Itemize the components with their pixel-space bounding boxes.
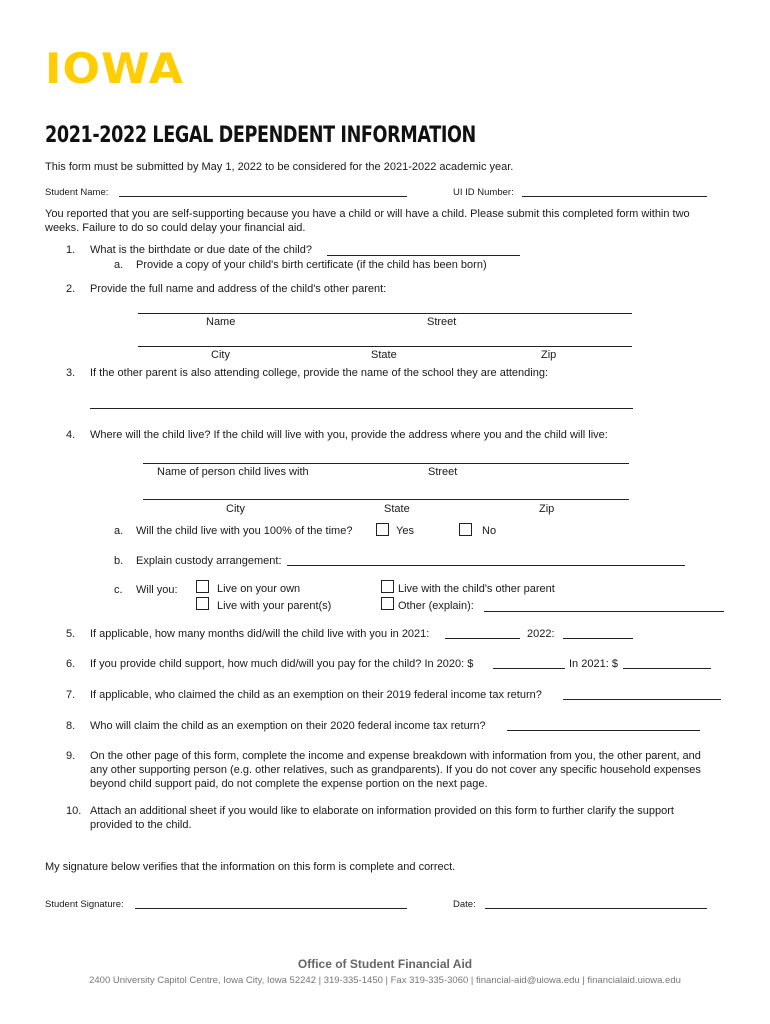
q4-zip-label: Zip [539, 503, 555, 515]
q2-number: 2. [66, 283, 76, 295]
q5-text: If applicable, how many months did/will the child live with you in 2021: [90, 628, 430, 640]
q7-text: If applicable, who claimed the child as an exemption on their 2019 federal income tax return? [90, 689, 542, 701]
q4c-number: c. [114, 584, 123, 596]
q6-2021-label: In 2021: $ [569, 658, 618, 670]
q10-line-1: Attach an additional sheet if you would like to elaborate on information provided on this form to further clarify the support [90, 805, 674, 817]
live-other-parent-checkbox[interactable] [381, 580, 394, 593]
q4-street-label: Street [428, 466, 458, 478]
q9-line-2: any other supporting person (e.g. other relatives, such as grandparents). If you do not cover any specific household expenses [90, 764, 701, 776]
q1-number: 1. [66, 244, 76, 256]
q4-number: 4. [66, 429, 76, 441]
q4a-text: Will the child live with you 100% of the time? [136, 525, 353, 537]
q1-text: What is the birthdate or due date of the child? [90, 244, 312, 256]
ui-id-label: UI ID Number: [453, 187, 514, 198]
exemption-2020-field[interactable] [507, 730, 700, 731]
q5-number: 5. [66, 628, 76, 640]
q2-city-label: City [211, 349, 230, 361]
custody-arrangement-field[interactable] [287, 565, 685, 566]
q4-name-street-field[interactable] [143, 463, 629, 464]
q4-state-label: State [384, 503, 410, 515]
no-label: No [482, 525, 497, 537]
footer-address: 2400 University Capitol Centre, Iowa City, Iowa 52242 | 319-335-1450 | Fax 319-335-3060 | financial-aid@uiowa.edu | financialaid.uiowa.edu [89, 975, 681, 986]
live-parents-checkbox[interactable] [196, 597, 209, 610]
q2-street-label: Street [427, 316, 457, 328]
q3-number: 3. [66, 367, 76, 379]
q2-name-street-field[interactable] [138, 313, 632, 314]
q4-city-label: City [226, 503, 245, 515]
q10-line-2: provided to the child. [90, 819, 192, 831]
q2-state-label: State [371, 349, 397, 361]
q1a-text: Provide a copy of your child's birth certificate (if the child has been born) [136, 259, 487, 271]
q2-zip-label: Zip [541, 349, 557, 361]
q2-text: Provide the full name and address of the child's other parent: [90, 283, 387, 295]
footer-office: Office of Student Financial Aid [297, 957, 473, 971]
q1a-number: a. [114, 259, 124, 271]
signature-field[interactable] [135, 908, 407, 909]
q4-city-state-zip-field[interactable] [143, 499, 629, 500]
q10-number: 10. [66, 805, 82, 817]
q4c-text: Will you: [136, 584, 178, 596]
q2-city-state-zip-field[interactable] [138, 346, 632, 347]
q8-text: Who will claim the child as an exemption on their 2020 federal income tax return? [90, 720, 486, 732]
q3-school-field[interactable] [90, 408, 633, 409]
months-2021-field[interactable] [445, 638, 520, 639]
other-explain-field[interactable] [484, 611, 724, 612]
other-label: Other (explain): [398, 600, 474, 612]
q6-text: If you provide child support, how much did/will you pay for the child? In 2020: $ [90, 658, 474, 670]
q9-number: 9. [66, 750, 76, 762]
support-2020-field[interactable] [493, 668, 565, 669]
q8-number: 8. [66, 720, 76, 732]
other-checkbox[interactable] [381, 597, 394, 610]
live-parents-label: Live with your parent(s) [217, 600, 332, 612]
q6-number: 6. [66, 658, 76, 670]
student-name-field[interactable] [119, 196, 407, 197]
intro-text: This form must be submitted by May 1, 2022 to be considered for the 2021-2022 academic year. [45, 161, 514, 173]
live-other-parent-label: Live with the child's other parent [398, 583, 555, 595]
q2-name-label: Name [206, 316, 236, 328]
notice-line-1: You reported that you are self-supporting because you have a child or will have a child. Please submit this completed form within two [45, 208, 690, 220]
q3-text: If the other parent is also attending college, provide the name of the school they are attending: [90, 367, 549, 379]
live-own-checkbox[interactable] [196, 580, 209, 593]
form-title: 2021-2022 LEGAL DEPENDENT INFORMATION [45, 123, 476, 148]
iowa-logo: IOWA [45, 44, 184, 93]
date-field[interactable] [485, 908, 707, 909]
q9-line-1: On the other page of this form, complete the income and expense breakdown with information from you, the other parent, and [90, 750, 701, 762]
signature-label: Student Signature: [45, 899, 124, 910]
notice-line-2: weeks. Failure to do so could delay your financial aid. [45, 222, 306, 234]
q4-name-label: Name of person child lives with [157, 466, 309, 478]
q4a-number: a. [114, 525, 124, 537]
student-name-label: Student Name: [45, 187, 109, 198]
live-own-label: Live on your own [217, 583, 301, 595]
signature-statement: My signature below verifies that the information on this form is complete and correct. [45, 861, 456, 873]
q4b-text: Explain custody arrangement: [136, 555, 282, 567]
no-checkbox[interactable] [459, 523, 472, 536]
months-2022-field[interactable] [563, 638, 633, 639]
yes-checkbox[interactable] [376, 523, 389, 536]
exemption-2019-field[interactable] [563, 699, 721, 700]
support-2021-field[interactable] [623, 668, 711, 669]
q4b-number: b. [114, 555, 124, 567]
date-label: Date: [453, 899, 476, 910]
q9-line-3: beyond child support paid, do not complete the expense portion on the next page. [90, 778, 488, 790]
yes-label: Yes [396, 525, 414, 537]
q1-birthdate-field[interactable] [327, 255, 520, 256]
ui-id-field[interactable] [522, 196, 707, 197]
q7-number: 7. [66, 689, 76, 701]
q4-text: Where will the child live? If the child will live with you, provide the address where you and the child will live: [90, 429, 608, 441]
q5-2022-label: 2022: [527, 628, 555, 640]
